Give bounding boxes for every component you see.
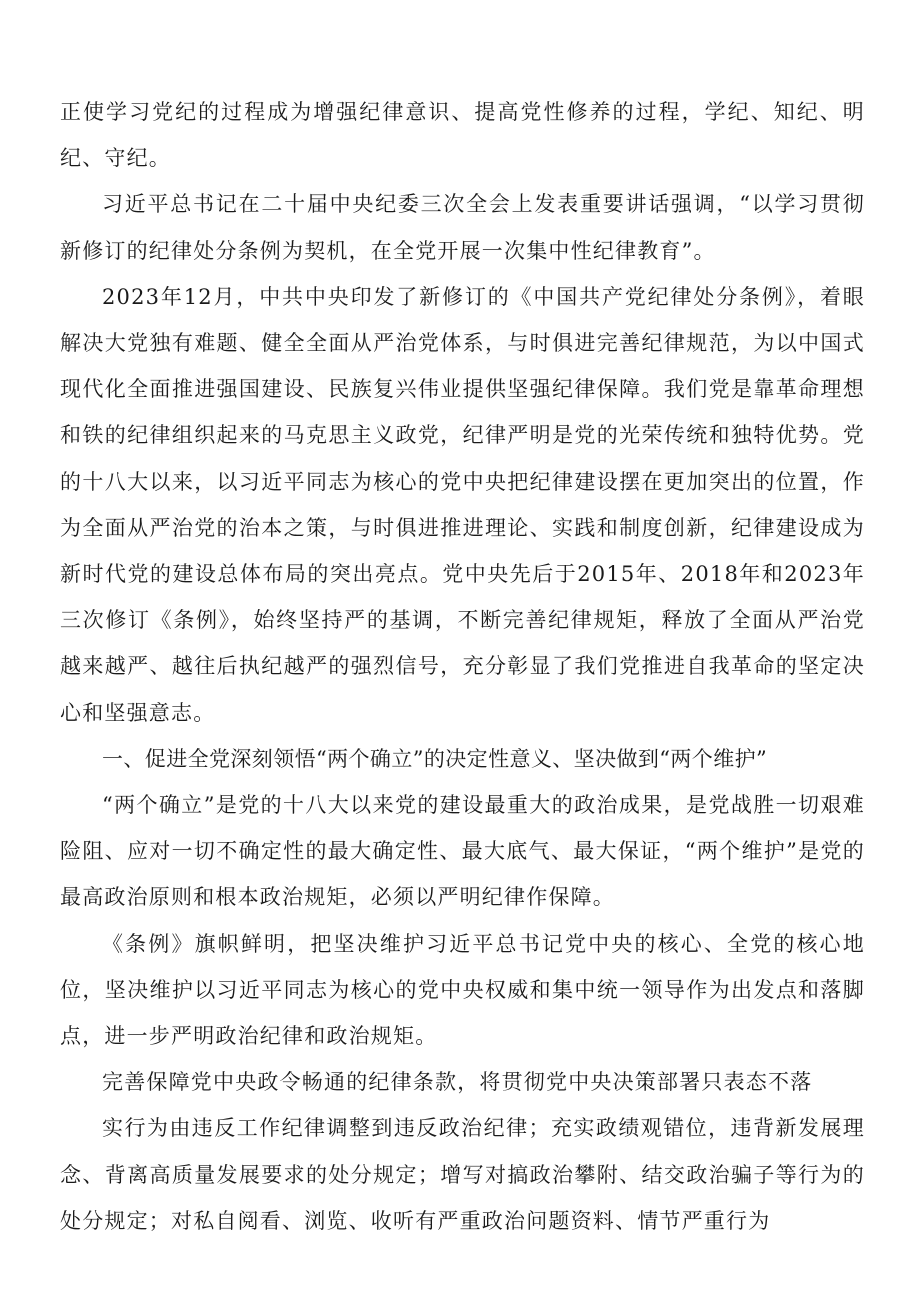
paragraph-1: 正使学习党纪的过程成为增强纪律意识、提高党性修养的过程，学纪、知纪、明纪、守纪。 <box>60 100 865 171</box>
paragraph-3: 2023年12月，中共中央印发了新修订的《中国共产党纪律处分条例》，着眼解决大党独有难题、健全全面从严治党体系，与时俱进完善纪律规范，为以中国式现代化全面推进强国建设、民族复兴伟业提供坚强纪律保障。我们党是靠革命理想和铁的纪律组织起来的马克思主义政党，纪律严明是党的光荣传统和独特优势。党的十八大以来，以习近平同志为核心的党中央把纪律建设摆在更加突出的位置，作为全面从严治党的治本之策，与时俱进推进理论、实践和制度创新，纪律建设成为新时代党的建设总体布局的突出亮点。党中央先后于2015年、2018年和2023年三次修订《条例》，始终坚持严的基调，不断完善纪律规矩，释放了全面从严治党越来越严、越往后执纪越严的强烈信号，充分彰显了我们党推进自我革命的坚定决心和坚强意志。 <box>60 284 865 725</box>
paragraph-2: 习近平总书记在二十届中央纪委三次全会上发表重要讲话强调，“以学习贯彻新修订的纪律处分条例为契机，在全党开展一次集中性纪律教育”。 <box>60 192 865 263</box>
paragraph-4: “两个确立”是党的十八大以来党的建设最重大的政治成果，是党战胜一切艰难险阻、应对一切不确定性的最大确定性、最大底气、最大保证，“两个维护”是党的最高政治原则和根本政治规矩，必须以严明纪律作保障。 <box>60 793 865 910</box>
section-heading-1: 一、促进全党深刻领悟“两个确立”的决定性意义、坚决做到“两个维护” <box>102 746 768 771</box>
document-page <box>60 89 865 1244</box>
paragraph-5: 《条例》旗帜鲜明，把坚决维护习近平总书记党中央的核心、全党的核心地位，坚决维护以习近平同志为核心的党中央权威和集中统一领导作为出发点和落脚点，进一步严明政治纪律和政治规矩。 <box>60 931 865 1049</box>
paragraph-7: 实行为由违反工作纪律调整到违反政治纪律；充实政绩观错位，违背新发展理念、背离高质量发展要求的处分规定；增写对搞政治攀附、结交政治骗子等行为的处分规定；对私自阅看、浏览、收听有严重政治问题资料、情节严重行为 <box>60 1116 865 1233</box>
paragraph-6: 完善保障党中央政令畅通的纪律条款，将贯彻党中央决策部署只表态不落 <box>102 1070 813 1095</box>
